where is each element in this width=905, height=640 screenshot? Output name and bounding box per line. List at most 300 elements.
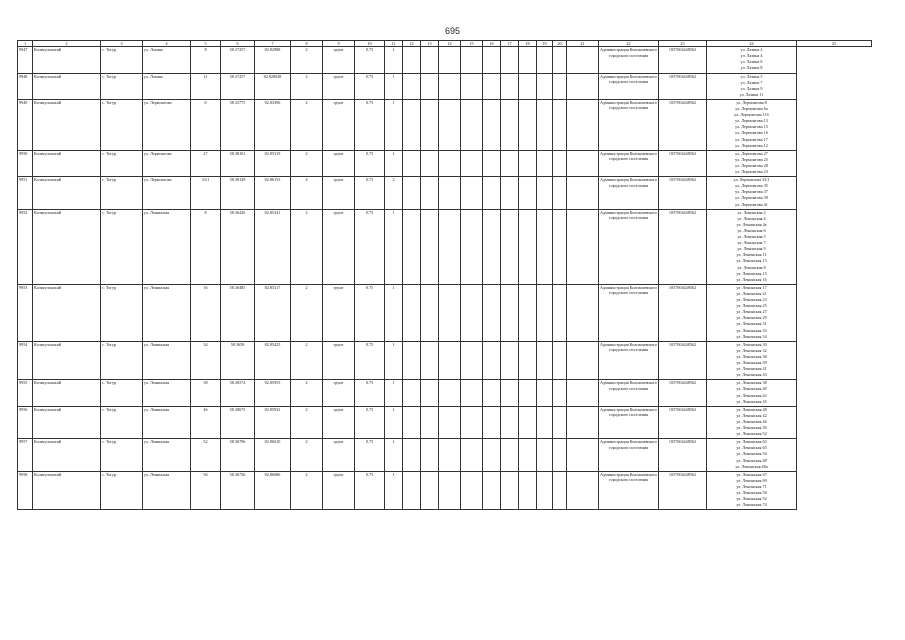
ogrn-cell: 1057004448562: [659, 471, 707, 510]
served-address: ул. Ленинская 5: [737, 234, 766, 240]
street-cell: ул. Лазина: [143, 47, 191, 73]
empty-cell: [501, 177, 519, 210]
locality-cell: с. Тогур: [101, 380, 143, 406]
ogrn-cell: 1057004448562: [659, 209, 707, 284]
table-row: [18, 284, 872, 341]
locality-cell: с. Тогур: [101, 439, 143, 472]
empty-cell: [553, 47, 567, 73]
street-cell: ул. Ленинская: [143, 284, 191, 341]
empty-cell: [537, 341, 553, 380]
locality-cell: с. Тогур: [101, 99, 143, 150]
empty-cell: [519, 150, 537, 176]
empty-cell: [483, 209, 501, 284]
empty-cell: [461, 439, 483, 472]
column-number-11: 11: [385, 41, 403, 47]
served-addresses-cell: [707, 73, 797, 99]
owner-cell: Администрация Колпашевского городского поселения: [599, 209, 659, 284]
house-number-cell: 56: [191, 471, 221, 510]
empty-cell: [567, 406, 599, 439]
served-address: ул. Ленинская 33: [736, 327, 767, 333]
served-address: ул. Ленинская 34: [736, 333, 767, 339]
served-address: ул. Ленинская 30: [736, 341, 767, 347]
column-number-16: 16: [483, 41, 501, 47]
empty-cell: [439, 209, 461, 284]
served-address: ул. Ленинская 25: [736, 303, 767, 309]
latitude-cell: 58.36796: [221, 439, 255, 472]
site-id-cell: 9951: [18, 177, 33, 210]
empty-cell: [439, 439, 461, 472]
empty-cell: [537, 209, 553, 284]
ogrn-cell: 1057004448562: [659, 150, 707, 176]
served-address: ул. Ленинская 9: [737, 246, 766, 252]
empty-cell: [403, 439, 421, 472]
bins-count-cell: 1: [385, 99, 403, 150]
empty-cell: [501, 47, 519, 73]
served-address: ул. Ленинская 41: [736, 366, 767, 372]
empty-cell: [403, 380, 421, 406]
empty-cell: [421, 380, 439, 406]
ogrn-cell: 1057004448562: [659, 439, 707, 472]
latitude-cell: 58.38149: [221, 177, 255, 210]
house-number-cell: 8: [191, 209, 221, 284]
empty-cell: [403, 284, 421, 341]
street-cell: ул. Лазина: [143, 73, 191, 99]
column-number-9: 9: [323, 41, 355, 47]
empty-cell: [567, 439, 599, 472]
longitude-cell: 82.828028: [255, 73, 291, 99]
owner-cell: Администрация Колпашевского городского поселения: [599, 406, 659, 439]
empty-cell: [553, 73, 567, 99]
latitude-cell: 58.37257: [221, 47, 255, 73]
empty-cell: [483, 150, 501, 176]
empty-cell: [483, 471, 501, 510]
surface-type-cell: грунт: [323, 47, 355, 73]
bins-count-cell: 1: [385, 150, 403, 176]
served-address: ул. Ленинская 32: [736, 347, 767, 353]
longitude-cell: 82.85319: [255, 150, 291, 176]
table-row: [18, 471, 872, 510]
served-address: ул. Ленинская 39: [736, 360, 767, 366]
served-address: ул. Ленинская 31: [736, 321, 767, 327]
surface-type-cell: грунт: [323, 99, 355, 150]
containers-count-cell: 2: [291, 471, 323, 510]
empty-cell: [567, 341, 599, 380]
served-addresses-cell: [707, 471, 797, 510]
column-number-20: 20: [553, 41, 567, 47]
column-number-1: 1: [18, 41, 33, 47]
served-addresses-cell: [707, 177, 797, 210]
empty-cell: [501, 73, 519, 99]
registry-table-wrapper: [17, 40, 850, 510]
containers-count-cell: 2: [291, 47, 323, 73]
site-id-cell: 9947: [18, 47, 33, 73]
empty-cell: [483, 177, 501, 210]
empty-cell: [567, 73, 599, 99]
column-number-22: 22: [599, 41, 659, 47]
served-address: ул. Ленинская 16: [736, 276, 767, 282]
served-address: ул. Ленинская 52: [736, 496, 767, 502]
site-id-cell: 9953: [18, 284, 33, 341]
street-cell: ул. Ленинская: [143, 209, 191, 284]
table-row: [18, 47, 872, 73]
district-cell: Кольчугинский: [33, 177, 101, 210]
served-address: ул. Лермонтова 15: [735, 124, 768, 130]
owner-cell: Администрация Колпашевского городского поселения: [599, 439, 659, 472]
registry-table-body: [18, 41, 872, 510]
empty-cell: [421, 471, 439, 510]
empty-cell: [461, 150, 483, 176]
bins-count-cell: 1: [385, 73, 403, 99]
served-address: ул. Ленинская 42: [736, 412, 767, 418]
table-row: [18, 73, 872, 99]
empty-cell: [501, 284, 519, 341]
empty-cell: [461, 406, 483, 439]
empty-cell: [537, 150, 553, 176]
area-value-cell: 0.75: [355, 284, 385, 341]
served-address: ул. Лермонтова 6а: [735, 106, 768, 112]
site-id-cell: 9958: [18, 471, 33, 510]
empty-cell: [483, 47, 501, 73]
house-number-cell: 8: [191, 47, 221, 73]
owner-cell: Администрация Колпашевского городского поселения: [599, 99, 659, 150]
column-number-2: 2: [33, 41, 101, 47]
longitude-cell: 82.86153: [255, 177, 291, 210]
served-address: ул. Ленинская 11: [736, 252, 767, 258]
served-address: ул. Ленинская 7: [737, 240, 766, 246]
served-addresses-cell: [707, 150, 797, 176]
site-id-cell: 9949: [18, 99, 33, 150]
longitude-cell: 82.85953: [255, 380, 291, 406]
area-value-cell: 0.75: [355, 209, 385, 284]
served-address: ул. Ленинская 43: [736, 372, 767, 378]
empty-cell: [519, 73, 537, 99]
locality-cell: с. Тогур: [101, 209, 143, 284]
empty-cell: [439, 177, 461, 210]
surface-type-cell: грунт: [323, 150, 355, 176]
column-number-7: 7: [255, 41, 291, 47]
empty-cell: [439, 284, 461, 341]
served-address: ул. Лазина 11: [739, 91, 764, 97]
served-addresses-cell: [707, 380, 797, 406]
house-number-cell: 52: [191, 439, 221, 472]
empty-cell: [461, 47, 483, 73]
bins-count-cell: 1: [385, 284, 403, 341]
street-cell: ул. Лермонтова: [143, 150, 191, 176]
empty-cell: [537, 99, 553, 150]
empty-cell: [519, 209, 537, 284]
longitude-cell: 82.82988: [255, 47, 291, 73]
empty-cell: [567, 150, 599, 176]
empty-cell: [537, 406, 553, 439]
empty-cell: [501, 150, 519, 176]
served-address: ул. Лазина 2: [740, 47, 763, 53]
longitude-cell: 82.86010: [255, 439, 291, 472]
served-addresses-cell: [707, 209, 797, 284]
empty-cell: [421, 73, 439, 99]
empty-cell: [421, 209, 439, 284]
longitude-cell: 82.85932: [255, 406, 291, 439]
street-cell: ул. Ленинская: [143, 471, 191, 510]
column-number-6: 6: [221, 41, 255, 47]
longitude-cell: 82.85317: [255, 284, 291, 341]
empty-cell: [421, 47, 439, 73]
column-number-18: 18: [519, 41, 537, 47]
served-address: ул. Ленинская 13: [736, 258, 767, 264]
served-address: ул. Лермонтова 33/1: [733, 177, 770, 183]
empty-cell: [501, 341, 519, 380]
area-value-cell: 0.75: [355, 380, 385, 406]
site-id-cell: 9956: [18, 406, 33, 439]
served-address: ул. Ленинская 48: [736, 457, 767, 463]
owner-cell: Администрация Колпашевского городского поселения: [599, 284, 659, 341]
empty-cell: [537, 73, 553, 99]
empty-cell: [483, 341, 501, 380]
table-row: [18, 177, 872, 210]
site-id-cell: 9954: [18, 341, 33, 380]
column-number-3: 3: [101, 41, 143, 47]
area-value-cell: 0.75: [355, 73, 385, 99]
served-address: ул. Ленинская 8: [737, 264, 766, 270]
served-address: ул. Ленинская 48: [736, 406, 767, 412]
area-value-cell: 0.75: [355, 406, 385, 439]
empty-cell: [403, 406, 421, 439]
empty-cell: [403, 341, 421, 380]
house-number-cell: 46: [191, 406, 221, 439]
empty-cell: [403, 99, 421, 150]
area-value-cell: 0.75: [355, 177, 385, 210]
served-address: ул. Ленинская 48а: [735, 463, 768, 469]
empty-cell: [553, 341, 567, 380]
empty-cell: [567, 380, 599, 406]
served-addresses-cell: [707, 284, 797, 341]
ogrn-cell: 1057004448562: [659, 47, 707, 73]
containers-count-cell: 2: [291, 73, 323, 99]
empty-cell: [501, 406, 519, 439]
empty-cell: [537, 439, 553, 472]
served-address: ул. Лермонтова 17: [735, 136, 768, 142]
empty-cell: [553, 99, 567, 150]
empty-cell: [421, 150, 439, 176]
latitude-cell: 58.36574: [221, 380, 255, 406]
served-address: ул. Ленинская 27: [736, 309, 767, 315]
empty-cell: [567, 209, 599, 284]
house-number-cell: 6: [191, 99, 221, 150]
served-address: ул. Лазина 4: [740, 53, 763, 59]
empty-cell: [403, 209, 421, 284]
empty-cell: [519, 380, 537, 406]
owner-cell: Администрация Колпашевского городского поселения: [599, 47, 659, 73]
column-number-13: 13: [421, 41, 439, 47]
empty-cell: [553, 471, 567, 510]
served-address: ул. Лазина 8: [740, 65, 763, 71]
bins-count-cell: 2: [385, 177, 403, 210]
served-addresses-cell: [707, 439, 797, 472]
locality-cell: с. Тогур: [101, 150, 143, 176]
latitude-cell: 58.38101: [221, 150, 255, 176]
column-number-21: 21: [567, 41, 599, 47]
column-number-10: 10: [355, 41, 385, 47]
empty-cell: [461, 177, 483, 210]
table-row: [18, 209, 872, 284]
empty-cell: [461, 341, 483, 380]
containers-count-cell: 2: [291, 341, 323, 380]
served-address: ул. Ленинская 71: [736, 483, 767, 489]
empty-cell: [403, 47, 421, 73]
served-address: ул. Ленинская 38: [736, 380, 767, 386]
house-number-cell: 16: [191, 284, 221, 341]
served-address: ул. Лермонтова 12: [735, 142, 768, 148]
served-address: ул. Лазина 7: [740, 79, 763, 85]
empty-cell: [519, 99, 537, 150]
locality-cell: с. Тогур: [101, 177, 143, 210]
served-address: ул. Ленинская 4а: [736, 221, 767, 227]
surface-type-cell: грунт: [323, 73, 355, 99]
street-cell: ул. Ленинская: [143, 341, 191, 380]
house-number-cell: 38: [191, 380, 221, 406]
bins-count-cell: 1: [385, 341, 403, 380]
empty-cell: [403, 150, 421, 176]
empty-cell: [483, 73, 501, 99]
column-number-5: 5: [191, 41, 221, 47]
containers-count-cell: 2: [291, 209, 323, 284]
column-number-12: 12: [403, 41, 421, 47]
served-address: ул. Ленинская 6: [737, 227, 766, 233]
empty-cell: [439, 471, 461, 510]
served-addresses-cell: [707, 99, 797, 150]
surface-type-cell: грунт: [323, 380, 355, 406]
owner-cell: Администрация Колпашевского городского поселения: [599, 177, 659, 210]
served-address: ул. Ленинская 65: [736, 445, 767, 451]
column-number-23: 23: [659, 41, 707, 47]
locality-cell: с. Тогур: [101, 284, 143, 341]
served-addresses-cell: [707, 47, 797, 73]
empty-cell: [421, 439, 439, 472]
table-row: [18, 150, 872, 176]
column-number-17: 17: [501, 41, 519, 47]
served-address: ул. Ленинская 4: [737, 215, 766, 221]
surface-type-cell: грунт: [323, 439, 355, 472]
ogrn-cell: 1057004448562: [659, 284, 707, 341]
column-number-14: 14: [439, 41, 461, 47]
empty-cell: [461, 284, 483, 341]
empty-cell: [439, 380, 461, 406]
surface-type-cell: грунт: [323, 341, 355, 380]
served-address: ул. Лермонтова 35: [735, 183, 768, 189]
street-cell: ул. Ленинская: [143, 406, 191, 439]
empty-cell: [519, 341, 537, 380]
area-value-cell: 0.75: [355, 99, 385, 150]
empty-cell: [483, 380, 501, 406]
area-value-cell: 0.75: [355, 439, 385, 472]
empty-cell: [553, 406, 567, 439]
bins-count-cell: 1: [385, 47, 403, 73]
served-addresses-cell: [707, 341, 797, 380]
empty-cell: [553, 209, 567, 284]
column-number-4: 4: [143, 41, 191, 47]
surface-type-cell: грунт: [323, 177, 355, 210]
locality-cell: с. Тогур: [101, 406, 143, 439]
served-address: ул. Ленинская 36: [736, 353, 767, 359]
house-number-cell: 34: [191, 341, 221, 380]
served-address: ул. Лермонтова 28: [735, 162, 768, 168]
served-address: ул. Лермонтова 41: [735, 201, 768, 207]
owner-cell: Администрация Колпашевского городского поселения: [599, 380, 659, 406]
street-cell: ул. Ленинская: [143, 380, 191, 406]
ogrn-cell: 1057004448562: [659, 380, 707, 406]
latitude-cell: 58.33775: [221, 99, 255, 150]
locality-cell: с. Тогур: [101, 47, 143, 73]
empty-cell: [461, 471, 483, 510]
served-address: ул. Лермонтова 23: [735, 169, 768, 175]
street-cell: ул. Ленинская: [143, 439, 191, 472]
served-address: ул. Ленинская 17: [736, 284, 767, 290]
empty-cell: [421, 99, 439, 150]
district-cell: Кольчугинский: [33, 380, 101, 406]
latitude-cell: 58.38675: [221, 406, 255, 439]
empty-cell: [421, 341, 439, 380]
registry-table: [17, 40, 872, 510]
latitude-cell: 58.3658: [221, 341, 255, 380]
empty-cell: [567, 47, 599, 73]
containers-count-cell: 4: [291, 177, 323, 210]
latitude-cell: 58.36736: [221, 471, 255, 510]
served-address: ул. Ленинская 42: [736, 392, 767, 398]
bins-count-cell: 1: [385, 406, 403, 439]
served-address: ул. Лазина 9: [740, 85, 763, 91]
site-id-cell: 9957: [18, 439, 33, 472]
ogrn-cell: 1057004448562: [659, 73, 707, 99]
served-address: ул. Ленинская 15: [736, 270, 767, 276]
empty-cell: [421, 177, 439, 210]
served-address: ул. Ленинская 23: [736, 297, 767, 303]
page-number: 695: [444, 26, 461, 36]
empty-cell: [501, 99, 519, 150]
empty-cell: [421, 406, 439, 439]
served-address: ул. Ленинская 46: [736, 418, 767, 424]
served-address: ул. Лермонтова 39: [735, 195, 768, 201]
containers-count-cell: 2: [291, 284, 323, 341]
empty-cell: [483, 99, 501, 150]
bins-count-cell: 1: [385, 439, 403, 472]
empty-cell: [461, 380, 483, 406]
locality-cell: с. Тогур: [101, 73, 143, 99]
empty-cell: [439, 341, 461, 380]
containers-count-cell: 2: [291, 439, 323, 472]
bins-count-cell: 1: [385, 209, 403, 284]
site-id-cell: 9948: [18, 73, 33, 99]
served-address: ул. Ленинская 29: [736, 315, 767, 321]
empty-cell: [567, 99, 599, 150]
served-address: ул. Ленинская 63: [736, 439, 767, 445]
district-cell: Кольчугинский: [33, 439, 101, 472]
district-cell: Кольчугинский: [33, 406, 101, 439]
empty-cell: [519, 471, 537, 510]
ogrn-cell: 1057004448562: [659, 99, 707, 150]
empty-cell: [537, 284, 553, 341]
district-cell: Кольчугинский: [33, 150, 101, 176]
longitude-cell: 82.86086: [255, 471, 291, 510]
column-number-19: 19: [537, 41, 553, 47]
site-id-cell: 9952: [18, 209, 33, 284]
empty-cell: [537, 47, 553, 73]
ogrn-cell: 1057004448562: [659, 406, 707, 439]
empty-cell: [519, 439, 537, 472]
served-address: ул. Ленинская 21: [736, 290, 767, 296]
empty-cell: [519, 284, 537, 341]
longitude-cell: 82.85425: [255, 341, 291, 380]
served-address: ул. Лазина 6: [740, 59, 763, 65]
served-address: ул. Ленинская 40: [736, 386, 767, 392]
